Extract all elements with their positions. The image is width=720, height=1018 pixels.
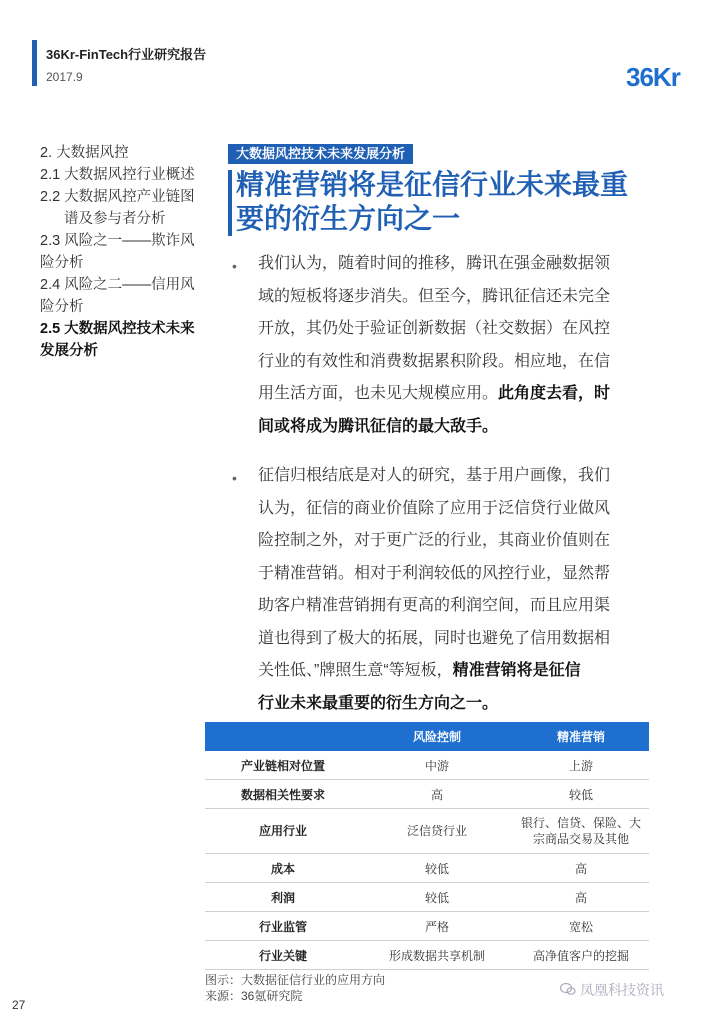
table-cell: 宽松: [513, 912, 649, 941]
table-cell: 高净值客户的挖掘: [513, 941, 649, 970]
paragraph-line: [258, 655, 642, 688]
table-cell: 严格: [361, 912, 513, 941]
paragraph-emphasis: 精准营销将是征信: [452, 662, 581, 679]
paragraph-line: [258, 411, 642, 444]
paragraph-line: 域的短板将逐步消失。但至今，腾讯征信还未完全: [258, 287, 611, 305]
paragraph-line: 道也得到了极大的拓展，同时也避免了信用数据相: [258, 629, 611, 647]
table-cell: 较低: [361, 854, 513, 883]
header-accent-bar: [32, 40, 37, 86]
table-cell: 上游: [513, 751, 649, 780]
table-cell: 形成数据共享机制: [361, 941, 513, 970]
table-row: [205, 854, 649, 883]
page-headline: [236, 168, 656, 236]
sidebar-nav: [40, 142, 220, 362]
paragraph-line: 助客户精准营销拥有更高的利润空间，而且应用渠: [258, 597, 611, 614]
table-row-label: 行业监管: [205, 912, 361, 941]
paragraph-1: [258, 248, 642, 443]
table-row-label: 利润: [205, 883, 361, 912]
paragraph-line: 于精准营销。相对于利润较低的风控行业，显然帮: [258, 564, 611, 582]
table-cell: 泛信贷行业: [361, 809, 513, 854]
nav-item-2-2-cont[interactable]: 谱及参与者分析: [64, 211, 166, 227]
nav-item-2-5-active[interactable]: 2.5 大数据风控技术未来: [40, 321, 195, 337]
table-row: [205, 809, 649, 854]
table-cell: 高: [361, 780, 513, 809]
wechat-icon: [560, 982, 576, 999]
nav-item-2-4-cont[interactable]: 险分析: [40, 299, 84, 315]
table-row: [205, 883, 649, 912]
table-row: [205, 912, 649, 941]
headline-line-1: 精准营销将是征信行业未来最重: [236, 169, 629, 200]
table-row-label: 应用行业: [205, 809, 361, 854]
paragraph-line: [258, 688, 642, 721]
table-cell: 银行、信贷、保险、大宗商品交易及其他: [513, 809, 649, 854]
figure-caption: [205, 972, 385, 1004]
paragraph-2: [258, 460, 642, 720]
nav-item-2-4[interactable]: 2.4 风险之二——信用风: [40, 277, 195, 293]
paragraph-emphasis: 此角度去看，时: [498, 385, 611, 402]
caption-source: 来源：36氪研究院: [205, 989, 303, 1003]
paragraph-emphasis: 行业未来最重要的衍生方向之一。: [258, 694, 499, 712]
paragraph-emphasis: 间或将成为腾讯征信的最大敌手。: [258, 417, 499, 435]
table-header-row: [205, 722, 649, 751]
table-cell: 中游: [361, 751, 513, 780]
paragraph-line: [258, 378, 642, 411]
nav-item-2-3[interactable]: 2.3 风险之一——欺诈风: [40, 233, 195, 249]
comparison-table: [205, 722, 649, 970]
table-cell: 较低: [361, 883, 513, 912]
headline-line-2: 要的衍生方向之一: [236, 203, 461, 234]
caption-title: 图示：大数据征信行业的应用方向: [205, 973, 386, 987]
table-header-risk-control: 风险控制: [361, 722, 513, 751]
paragraph-text: 用生活方面，也未见大规模应用。: [258, 385, 499, 402]
table-cell: 较低: [513, 780, 649, 809]
nav-item-2[interactable]: 2. 大数据风控: [40, 145, 129, 161]
table-header-empty: [205, 722, 361, 751]
table-cell: 高: [513, 883, 649, 912]
paragraph-line: 开放，其仍处于验证创新数据（社交数据）在风控: [258, 320, 611, 337]
paragraph-line: 险控制之外，对于更广泛的行业，其商业价值则在: [258, 532, 611, 549]
paragraph-line: 认为，征信的商业价值除了应用于泛信贷行业做风: [258, 499, 611, 517]
headline-accent-bar: [228, 170, 232, 236]
paragraph-line: 我们认为，随着时间的推移，腾讯在强金融数据领: [258, 255, 611, 272]
table-row: [205, 941, 649, 970]
bullet-2: •: [232, 470, 237, 486]
watermark: [560, 980, 664, 1000]
paragraph-line: 行业的有效性和消费数据累积阶段。相应地，在信: [258, 352, 611, 370]
paragraph-line: 征信归根结底是对人的研究，基于用户画像，我们: [258, 467, 611, 484]
bullet-1: •: [232, 258, 237, 274]
watermark-text: 凤凰科技资讯: [580, 982, 664, 998]
table-cell: 高: [513, 854, 649, 883]
table-row-label: 成本: [205, 854, 361, 883]
nav-item-2-2[interactable]: 2.2 大数据风控产业链图: [40, 189, 195, 205]
table-row: [205, 780, 649, 809]
page-number: 27: [12, 998, 26, 1012]
report-date: 2017.9: [46, 70, 83, 84]
report-title: 36Kr-FinTech行业研究报告: [46, 47, 207, 62]
table-row-label: 数据相关性要求: [205, 780, 361, 809]
table-row: [205, 751, 649, 780]
table-header-precision-marketing: 精准营销: [513, 722, 649, 751]
brand-logo: 36Kr: [626, 62, 680, 92]
table-row-label: 产业链相对位置: [205, 751, 361, 780]
nav-item-2-3-cont[interactable]: 险分析: [40, 255, 84, 271]
nav-item-2-5-cont[interactable]: 发展分析: [40, 343, 98, 359]
nav-item-2-1[interactable]: 2.1 大数据风控行业概述: [40, 167, 195, 183]
section-label: 大数据风控技术未来发展分析: [228, 144, 413, 164]
paragraph-text: 关性低、”牌照生意“等短板，: [258, 662, 453, 679]
table-row-label: 行业关键: [205, 941, 361, 970]
